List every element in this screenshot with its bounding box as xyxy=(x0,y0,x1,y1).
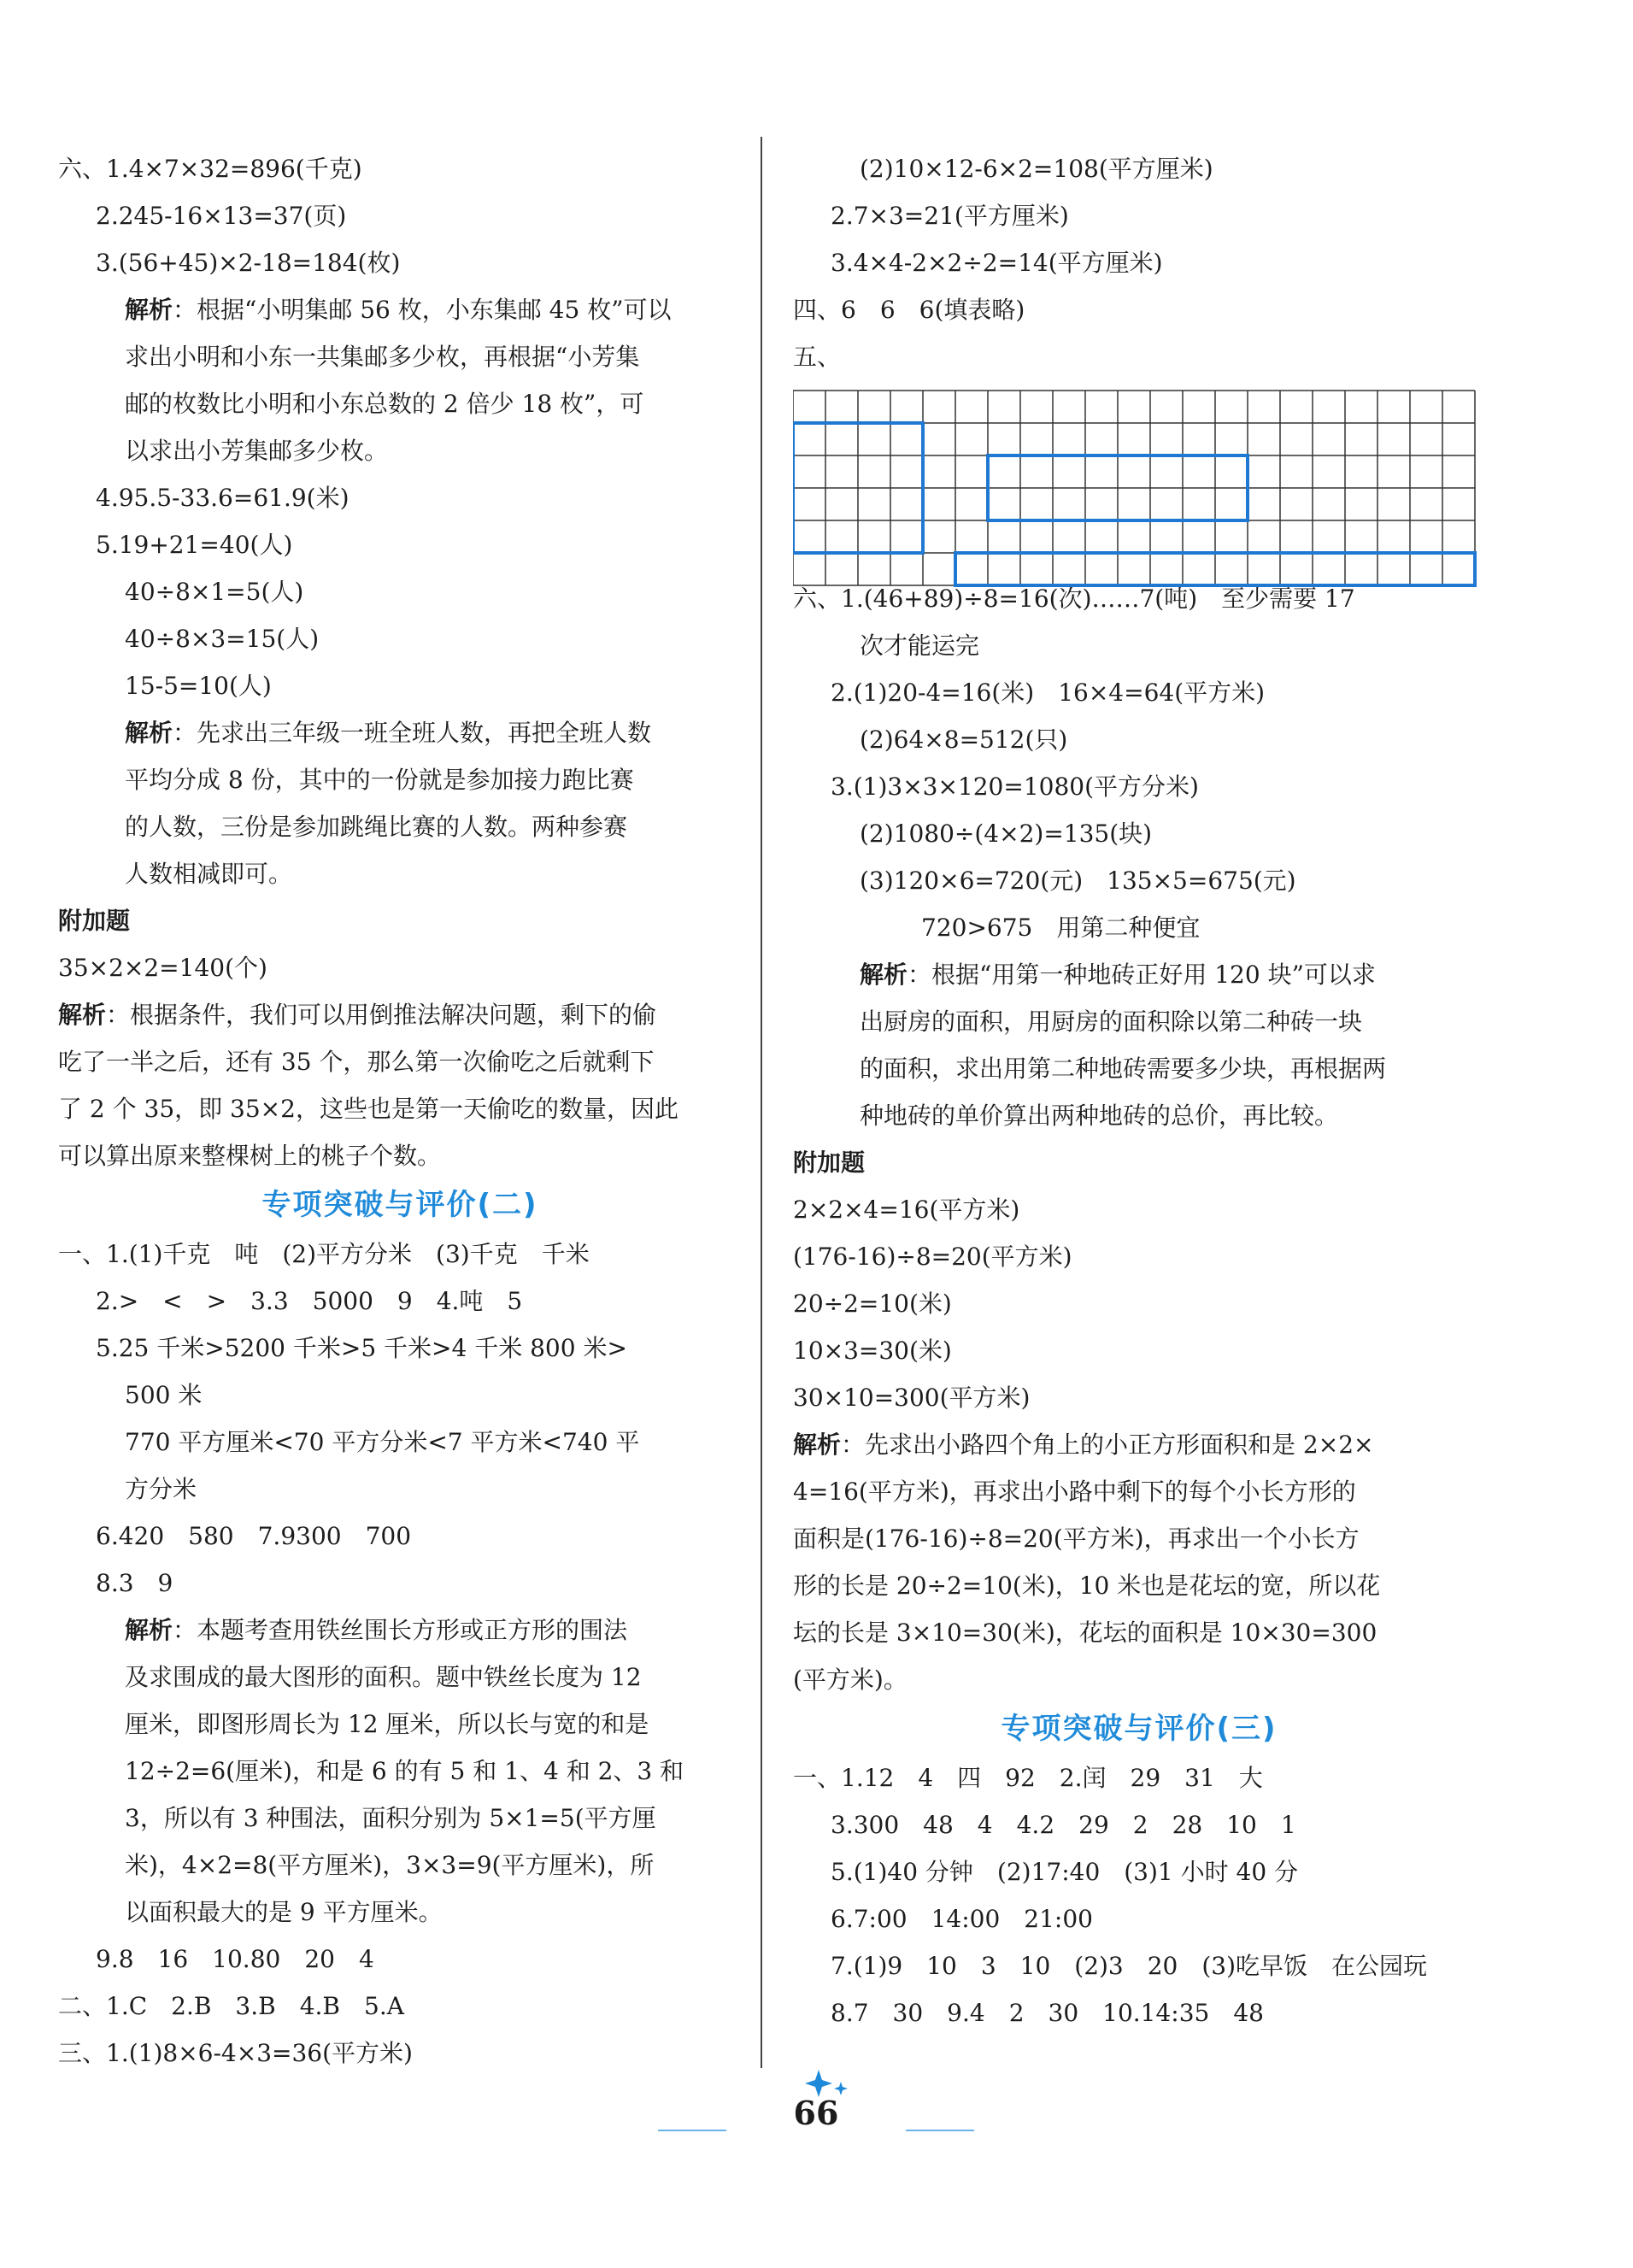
answer-line: 500 米 xyxy=(125,1381,203,1409)
grid-lines xyxy=(793,391,1475,585)
answer-line: 次才能运完 xyxy=(860,632,980,660)
analysis-line: 形的长是 20÷2=10(米)，10 米也是花坛的宽，所以花 xyxy=(793,1572,1381,1600)
answer-line: 3.(1)3×3×120=1080(平方分米) xyxy=(831,773,1199,801)
analysis-label: 解析 xyxy=(793,1431,842,1459)
analysis-line: 求出小明和小东一共集邮多少枚，再根据“小芳集 xyxy=(125,343,640,371)
analysis-line: (平方米)。 xyxy=(793,1666,908,1694)
answer-line: 6.7:00 14:00 21:00 xyxy=(831,1905,1093,1933)
answer-line: 三、1.(1)8×6-4×3=36(平方米) xyxy=(58,2039,413,2067)
analysis-line: 厘米，即图形周长为 12 厘米，所以长与宽的和是 xyxy=(125,1710,649,1738)
analysis-label: 解析 xyxy=(125,296,173,324)
analysis-line: 3，所以有 3 种围法，面积分别为 5×1=5(平方厘 xyxy=(125,1804,656,1832)
analysis-line: 以求出小芳集邮多少枚。 xyxy=(125,437,389,465)
analysis-line: 的人数，三份是参加跳绳比赛的人数。两种参赛 xyxy=(125,813,628,841)
section-title: 专项突破与评价(二) xyxy=(261,1188,538,1222)
analysis-line: 可以算出原来整棵树上的桃子个数。 xyxy=(58,1142,442,1170)
analysis-line: 种地砖的单价算出两种地砖的总价，再比较。 xyxy=(860,1102,1339,1130)
answer-line: 35×2×2=140(个) xyxy=(58,954,267,982)
answer-line: 6.420 580 7.9300 700 xyxy=(96,1522,412,1550)
analysis-line: 12÷2=6(厘米)，和是 6 的有 5 和 1、4 和 2、3 和 xyxy=(125,1757,684,1785)
analysis-line: 4=16(平方米)，再求出小路中剩下的每个小长方形的 xyxy=(793,1478,1356,1506)
answer-line: 5.19+21=40(人) xyxy=(96,531,293,559)
answer-line: 2×2×4=16(平方米) xyxy=(793,1196,1020,1224)
analysis-line: 人数相减即可。 xyxy=(125,860,293,888)
analysis-label: 解析 xyxy=(125,1616,173,1644)
analysis-line: 解析：根据条件，我们可以用倒推法解决问题，剩下的偷 xyxy=(58,1001,657,1029)
page-footer xyxy=(658,2085,974,2145)
answer-line: 六、1.(46+89)÷8=16(次)……7(吨) 至少需要 17 xyxy=(793,585,1355,613)
answer-line: 9.8 16 10.80 20 4 xyxy=(96,1945,374,1973)
bonus-title: 附加题 xyxy=(58,907,131,935)
answer-line: 20÷2=10(米) xyxy=(793,1290,952,1318)
answer-line: 40÷8×1=5(人) xyxy=(125,578,304,606)
answer-line: 10×3=30(米) xyxy=(793,1337,952,1365)
answer-line: 方分米 xyxy=(125,1475,197,1503)
answer-line: 一、1.(1)千克 吨 (2)平方分米 (3)千克 千米 xyxy=(58,1240,590,1268)
analysis-line: 吃了一半之后，还有 35 个，那么第一次偷吃之后就剩下 xyxy=(58,1048,655,1076)
answer-line: 770 平方厘米<70 平方分米<7 平方米<740 平 xyxy=(125,1428,640,1456)
analysis-line: 了 2 个 35，即 35×2，这些也是第一天偷吃的数量，因此 xyxy=(58,1095,678,1123)
analysis-line: 解析：先求出小路四个角上的小正方形面积和是 2×2× xyxy=(793,1431,1374,1459)
analysis-line: 面积是(176-16)÷8=20(平方米)，再求出一个小长方 xyxy=(793,1525,1360,1553)
answer-line: 5.25 千米>5200 千米>5 千米>4 千米 800 米> xyxy=(96,1334,627,1362)
analysis-label: 解析 xyxy=(58,1001,107,1029)
answer-line: 3.(56+45)×2-18=184(枚) xyxy=(96,249,401,277)
analysis-line: 解析：根据“小明集邮 56 枚，小东集邮 45 枚”可以 xyxy=(125,296,672,324)
analysis-line: 的面积，求出用第二种地砖需要多少块，再根据两 xyxy=(860,1055,1387,1083)
section-title: 专项突破与评价(三) xyxy=(1001,1712,1278,1746)
analysis-line: 解析：根据“用第一种地砖正好用 120 块”可以求 xyxy=(860,961,1376,989)
column-divider xyxy=(761,137,762,2068)
answer-line: 六、1.4×7×32=896(千克) xyxy=(58,155,362,183)
answer-line: (176-16)÷8=20(平方米) xyxy=(793,1243,1072,1271)
analysis-line: 解析：先求出三年级一班全班人数，再把全班人数 xyxy=(125,719,652,747)
analysis-line: 出厨房的面积，用厨房的面积除以第二种砖一块 xyxy=(860,1008,1363,1036)
answer-line: 3.300 48 4 4.2 29 2 28 10 1 xyxy=(831,1811,1296,1839)
answer-line: 二、1.C 2.B 3.B 4.B 5.A xyxy=(58,1992,404,2020)
answer-line: (3)120×6=720(元) 135×5=675(元) xyxy=(860,867,1296,895)
analysis-line: 米)，4×2=8(平方厘米)，3×3=9(平方厘米)，所 xyxy=(125,1851,655,1879)
answer-line: 30×10=300(平方米) xyxy=(793,1384,1031,1412)
analysis-line: 平均分成 8 份，其中的一份就是参加接力跑比赛 xyxy=(125,766,634,794)
analysis-line: 坛的长是 3×10=30(米)，花坛的面积是 10×30=300 xyxy=(793,1619,1377,1647)
analysis-line: 邮的枚数比小明和小东总数的 2 倍少 18 枚”，可 xyxy=(125,390,644,418)
answer-line: 2.7×3=21(平方厘米) xyxy=(831,202,1069,230)
bonus-title: 附加题 xyxy=(793,1149,866,1177)
answer-line: 2.245-16×13=37(页) xyxy=(96,202,347,230)
answer-line: 720>675 用第二种便宜 xyxy=(921,914,1201,942)
answer-line: 7.(1)9 10 3 10 (2)3 20 (3)吃早饭 在公园玩 xyxy=(831,1952,1428,1980)
answer-line: 4.95.5-33.6=61.9(米) xyxy=(96,484,350,512)
page-number: 66 xyxy=(793,2094,839,2132)
analysis-line: 解析：本题考查用铁丝围长方形或正方形的围法 xyxy=(125,1616,628,1644)
answer-line: 3.4×4-2×2÷2=14(平方厘米) xyxy=(831,249,1163,277)
answer-line: 15-5=10(人) xyxy=(125,672,272,700)
answer-line: 40÷8×3=15(人) xyxy=(125,625,320,653)
grid-figure xyxy=(793,386,1477,591)
answer-line: (2)10×12-6×2=108(平方厘米) xyxy=(860,155,1213,183)
analysis-label: 解析 xyxy=(860,961,908,989)
answer-line: 四、6 6 6(填表略) xyxy=(793,296,1025,324)
left-column xyxy=(58,145,742,2077)
answer-line: 8.3 9 xyxy=(96,1569,173,1597)
answer-line: (2)1080÷(4×2)=135(块) xyxy=(860,820,1153,848)
answer-line: 2.(1)20-4=16(米) 16×4=64(平方米) xyxy=(831,679,1266,707)
answer-line: 五、 xyxy=(793,343,842,371)
answer-line: (2)64×8=512(只) xyxy=(860,726,1068,754)
answer-line: 2.> < > 3.3 5000 9 4.吨 5 xyxy=(96,1287,523,1315)
analysis-line: 及求围成的最大图形的面积。题中铁丝长度为 12 xyxy=(125,1663,642,1691)
analysis-line: 以面积最大的是 9 平方厘米。 xyxy=(125,1898,443,1926)
analysis-label: 解析 xyxy=(125,719,173,747)
answer-line: 8.7 30 9.4 2 30 10.14:35 48 xyxy=(831,1999,1264,2027)
answer-line: 一、1.12 4 四 92 2.闰 29 31 大 xyxy=(793,1764,1263,1792)
answer-line: 5.(1)40 分钟 (2)17:40 (3)1 小时 40 分 xyxy=(831,1858,1299,1886)
